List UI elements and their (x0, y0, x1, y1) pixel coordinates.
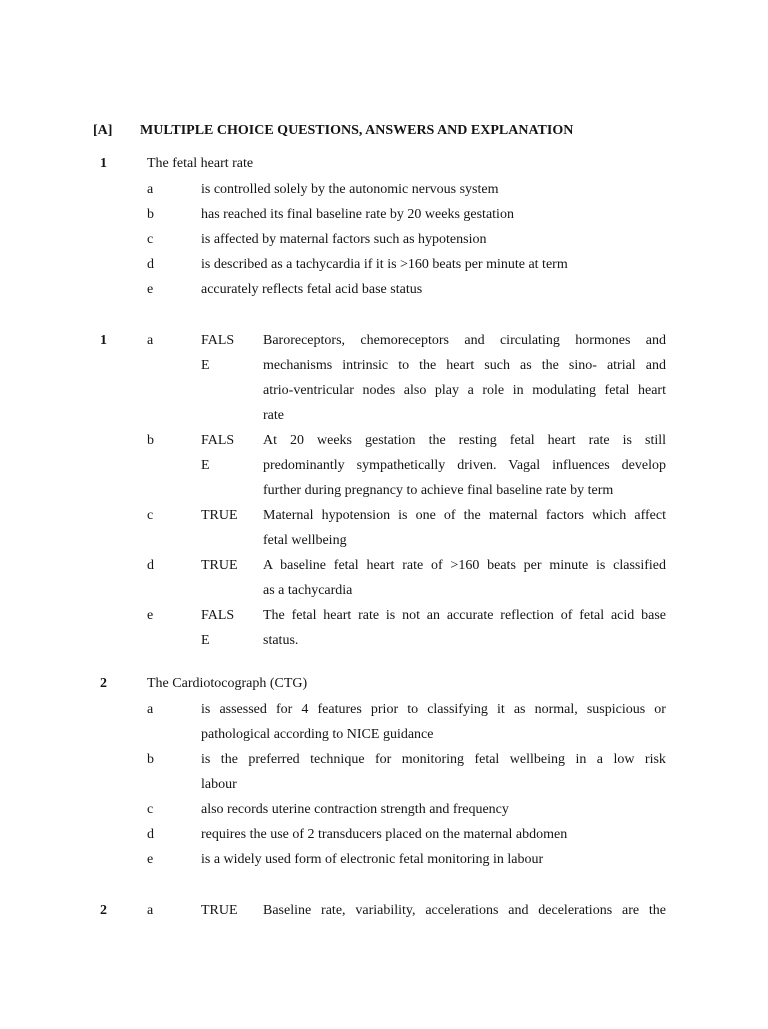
answer-explanation: status. (263, 633, 299, 648)
option-text: requires the use of 2 transducers placed on the maternal abdomen (201, 827, 568, 842)
answer-explanation: The fetal heart rate is not an accurate reflection of fetal acid base (263, 608, 666, 623)
option-text: pathological according to NICE guidance (201, 727, 434, 742)
answer-explanation: atrio-ventricular nodes also play a role in modulating fetal heart (263, 383, 666, 398)
section-label: [A] (93, 123, 113, 138)
answer-explanation: mechanisms intrinsic to the heart such as the sino- atrial and (263, 358, 666, 373)
answer-explanation: At 20 weeks gestation the resting fetal heart rate is still (263, 433, 667, 448)
answer-explanation: A baseline fetal heart rate of >160 beats per minute is classified (263, 558, 667, 573)
answer-letter: b (147, 433, 154, 448)
answer-letter: e (147, 608, 154, 623)
answer-explanation: as a tachycardia (263, 583, 353, 598)
answer-explanation: Baseline rate, variability, accelerations and decelerations are the (263, 903, 667, 918)
option-text: is affected by maternal factors such as hypotension (201, 232, 487, 247)
option-letter: c (147, 802, 154, 817)
section-title: MULTIPLE CHOICE QUESTIONS, ANSWERS AND EXPLANATION (140, 123, 574, 138)
option-letter: d (147, 257, 154, 272)
option-letter: e (147, 852, 154, 867)
option-text: is the preferred technique for monitoring fetal wellbeing in a low risk (201, 752, 666, 767)
answer-letter: c (147, 508, 154, 523)
answer-explanation: further during pregnancy to achieve final baseline rate by term (263, 483, 614, 498)
answer-verdict: TRUE (201, 558, 238, 573)
answer-explanation: predominantly sympathetically driven. Vagal influences develop (263, 458, 666, 473)
answer-verdict: TRUE (201, 903, 238, 918)
option-letter: d (147, 827, 154, 842)
question-number: 1 (100, 156, 107, 171)
option-text: is described as a tachycardia if it is >160 beats per minute at term (201, 257, 568, 272)
option-letter: e (147, 282, 154, 297)
answer-verdict: E (201, 358, 210, 373)
answer-explanation: Maternal hypotension is one of the maternal factors which affect (263, 508, 666, 523)
option-letter: b (147, 752, 154, 767)
answer-letter: a (147, 903, 154, 918)
answer-letter: a (147, 333, 154, 348)
answer-verdict: FALS (201, 333, 235, 348)
answer-explanation: rate (263, 408, 284, 423)
answer-letter: d (147, 558, 154, 573)
answer-number: 1 (100, 333, 107, 348)
option-text: accurately reflects fetal acid base status (201, 282, 423, 297)
option-text: has reached its final baseline rate by 20 weeks gestation (201, 207, 514, 222)
option-letter: a (147, 182, 154, 197)
question-number: 2 (100, 676, 107, 691)
answer-verdict: E (201, 458, 210, 473)
answer-verdict: FALS (201, 433, 235, 448)
option-letter: c (147, 232, 154, 247)
answer-verdict: E (201, 633, 210, 648)
question-stem: The Cardiotocograph (CTG) (147, 676, 308, 691)
question-stem: The fetal heart rate (147, 156, 254, 171)
answer-explanation: Baroreceptors, chemoreceptors and circulating hormones and (263, 333, 666, 348)
answer-verdict: TRUE (201, 508, 238, 523)
option-letter: a (147, 702, 154, 717)
answer-verdict: FALS (201, 608, 235, 623)
option-letter: b (147, 207, 154, 222)
answer-number: 2 (100, 903, 107, 918)
option-text: also records uterine contraction strength and frequency (201, 802, 509, 817)
option-text: is controlled solely by the autonomic nervous system (201, 182, 499, 197)
option-text: is a widely used form of electronic fetal monitoring in labour (201, 852, 544, 867)
option-text: labour (201, 777, 237, 792)
option-text: is assessed for 4 features prior to classifying it as normal, suspicious or (201, 702, 666, 717)
answer-explanation: fetal wellbeing (263, 533, 347, 548)
